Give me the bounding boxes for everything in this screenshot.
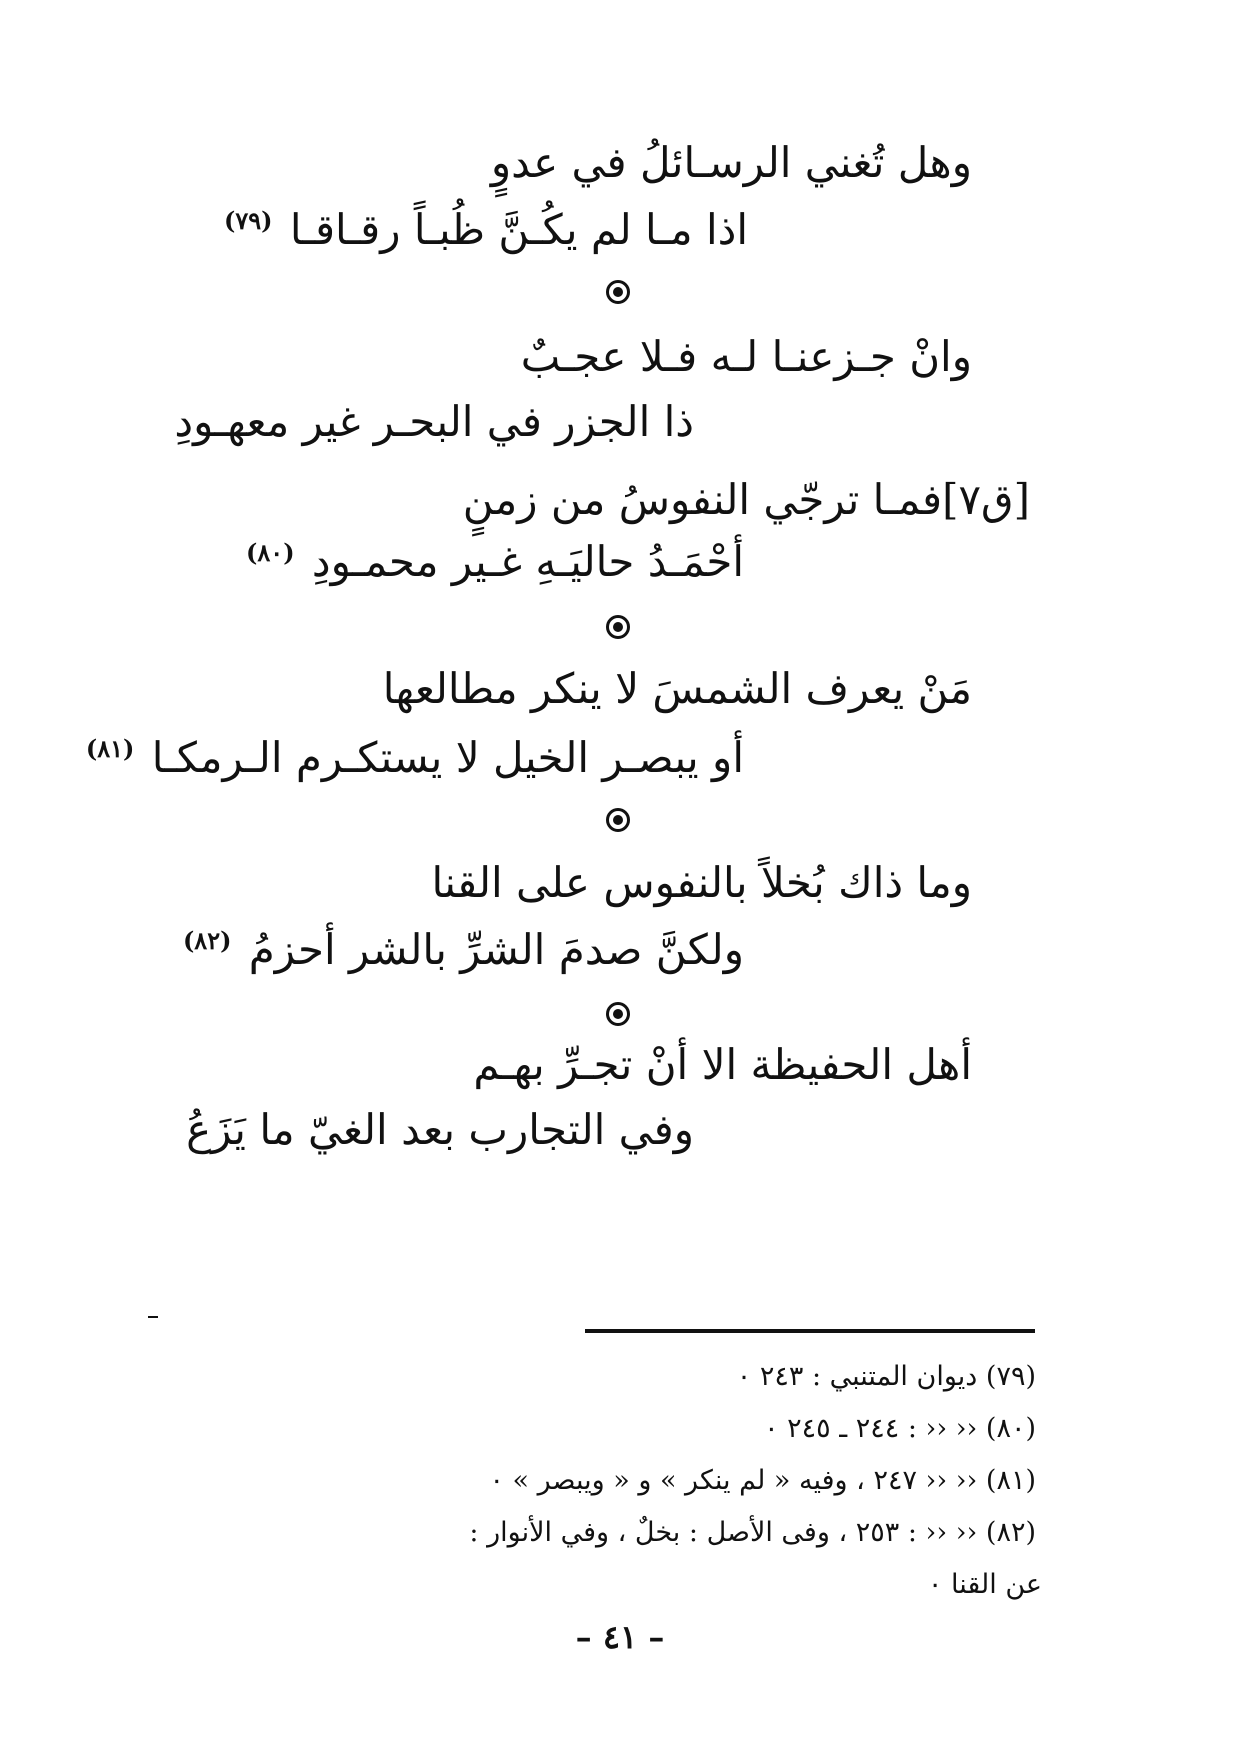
- page-number: – ٤١ –: [575, 1618, 665, 1656]
- verse-text: أحْمَـدُ حاليَـهِ غـير محمـودِ: [311, 537, 744, 586]
- verse-line-9: [431, 858, 972, 908]
- verse-text: وفي التجارب بعد الغيّ ما يَزَعُ: [186, 1105, 694, 1154]
- footnote-5: [928, 1569, 1042, 1601]
- footnote-text: عن القنا ٠: [927, 1569, 1042, 1600]
- section-divider-icon: [606, 280, 630, 304]
- footnote-separator: [585, 1329, 1035, 1333]
- verse-line-4: [174, 397, 694, 447]
- verse-line-3: [521, 332, 972, 382]
- footnote-1: [737, 1361, 1036, 1393]
- footnote-reference: (٧٩): [223, 206, 273, 235]
- footnote-reference: (٨٢): [182, 926, 232, 955]
- verse-text: وما ذاك بُخلاً بالنفوس على القنا: [431, 858, 972, 907]
- footnote-3: [489, 1465, 1036, 1497]
- footnote-text: (٧٩) ديوان المتنبي : ٢٤٣ ٠: [736, 1361, 1036, 1392]
- verse-text: أهل الحفيظة الا أنْ تجـرِّ بهـم: [473, 1040, 972, 1089]
- verse-text: اذا مـا لم يكُـنَّ ظُبـاً رقـاقـا: [289, 205, 748, 254]
- verse-text: [ق٧]فمـا ترجّي النفوسُ من زمنٍ: [462, 475, 1030, 524]
- verse-text: ولكنَّ صدمَ الشرِّ بالشر أحزمُ: [248, 925, 744, 974]
- footnote-4: [469, 1517, 1036, 1549]
- verse-line-6: [246, 537, 744, 587]
- section-divider-icon: [606, 1002, 630, 1026]
- verse-text: وهل تُغني الرسـائلُ في عدوٍ: [490, 138, 972, 187]
- verse-line-7: [383, 664, 972, 714]
- section-divider-icon: [606, 615, 630, 639]
- verse-line-2: [224, 205, 748, 255]
- verse-text: ذا الجزر في البحـر غير معهـودِ: [174, 397, 694, 446]
- footnote-text: (٨٠) ‹‹ ‹‹ : ٢٤٤ ـ ٢٤٥ ٠: [764, 1413, 1036, 1444]
- verse-line-12: [186, 1105, 694, 1155]
- verse-line-8: [86, 733, 744, 783]
- footnote-text: (٨١) ‹‹ ‹‹ ٢٤٧ ، وفيه « لم ينكر » و « ويبصر » ٠: [489, 1465, 1036, 1496]
- scan-mark: [148, 1316, 158, 1318]
- section-divider-icon: [606, 808, 630, 832]
- footnote-reference: (٨٠): [246, 538, 295, 567]
- verse-text: أو يبصـر الخيل لا يستكـرم الـرمكـا: [151, 733, 744, 782]
- verse-line-5: [463, 475, 1030, 525]
- footnote-text: (٨٢) ‹‹ ‹‹ : ٢٥٣ ، وفى الأصل : بخلٌ ، وفي الأنوار :: [469, 1517, 1036, 1548]
- footnote-2: [764, 1413, 1036, 1445]
- verse-text: مَنْ يعرف الشمسَ لا ينكر مطالعها: [382, 664, 972, 713]
- verse-line-1: [491, 138, 972, 188]
- verse-text: وانْ جـزعنـا لـه فـلا عجـبٌ: [520, 332, 972, 381]
- footnote-reference: (٨١): [85, 734, 135, 763]
- verse-line-10: [183, 925, 744, 975]
- verse-line-11: [473, 1040, 972, 1090]
